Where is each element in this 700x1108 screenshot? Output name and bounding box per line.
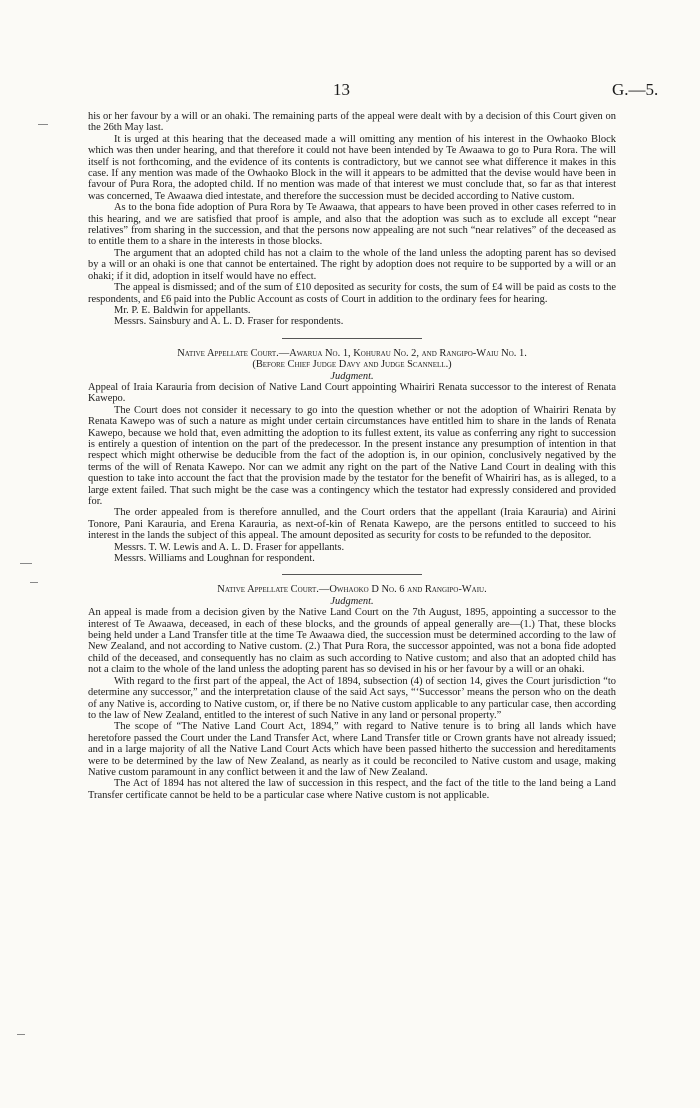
counsel-line: Messrs. Williams and Loughnan for respondent. (114, 553, 315, 565)
body-paragraph: The order appealed from is therefore annulled, and the Court orders that the appellant (Iraia Karauria) and Airini Tonore, Pani Karauria, and Erena Karauria, as next-of-kin of Renata Kawepo, are the persons entitled to succeed to his interest in the lands the subject of this appeal. The amount deposited as security for costs to be refunded to the depositor. (88, 507, 616, 542)
body-paragraph: The scope of “The Native Land Court Act, 1894,” with regard to Native tenure is to bring all lands which have heretofore passed the Court under the Land Transfer Act, where Land Transfer title or Crown grants have not already issued; and in a large majority of all the Native Land Court Acts which have been passed hitherto the succession and hereditaments were to be determined by the law of New Zealand, as nearly as it could be reconciled to Native custom and usage, making Native custom paramount in any conflict between it and the law of New Zealand. (88, 721, 616, 778)
continuation-paragraph: his or her favour by a will or an ohaki. The remaining parts of the appeal were dealt with by a decision of this Court given on the 26th May last. (88, 111, 616, 134)
page-header (0, 80, 700, 100)
margin-mark (20, 563, 32, 564)
body-paragraph: An appeal is made from a decision given by the Native Land Court on the 7th August, 1895, appointing a successor to the interest of Te Awaawa, deceased, in each of these blocks, and the grounds of appeal generally are—(1.) That, these blocks being held under a Land Transfer title at the time Te Awaawa died, the succession must be determined according to the law of New Zealand, and not according to Native custom. (2.) That Pura Rora, the successor appointed, was not a bona fide adopted child of the deceased, and consequently has no claim as such according to Native custom; and also that an adopted child has not a claim to the whole of the land unless the adopting parent has so devised in his or her favour by a will or an ohaki. (88, 607, 616, 676)
section-heading: Native Appellate Court.—Owhaoko D No. 6 and Rangipo-Waiu. (217, 584, 487, 596)
section-heading: Native Appellate Court.—Awarua No. 1, Kohurau No. 2, and Rangipo-Waiu No. 1. (177, 347, 527, 359)
body-paragraph: It is urged at this hearing that the deceased made a will omitting any mention of his interest in the Owhaoko Block which was then under hearing, and that therefore it could not have been intended by Te Awaawa to go to Pura Rora. The will itself is not forthcoming, and the evidence of its contents is contradictory, but we cannot see what difference it makes in this case. If any mention was made of the Owhaoko Block in the will it appears to be admitted that the devise would have been in favour of Pura Rora, the adopted child. If no mention was made of that interest we must conclude that, so far as that interest was concerned, Te Awaawa died intestate, and therefore the succession must be decided according to Native custom. (88, 133, 616, 202)
margin-mark (17, 1034, 25, 1035)
section-divider (282, 574, 422, 575)
body-paragraph: The appeal is dismissed; and of the sum of £10 deposited as security for costs, the sum of £4 will be paid as costs to the respondents, and £6 paid into the Public Account as costs of Court in addition to the ordinary fees for hearing. (88, 282, 616, 305)
judgment-label: Judgment. (330, 595, 374, 607)
margin-mark (38, 124, 48, 125)
document-reference: G.—5. (612, 80, 659, 99)
body-paragraph: The Court does not consider it necessary to go into the question whether or not the adoption of Whairiri Renata by Renata Kawepo was of such a nature as might under certain circumstances have entitled him to share in the lands of Renata Kawepo, because we hold that, even admitting the adoption to its fullest extent, its value as conferring any right to succession is entirely a question of intention on the part of the predecessor. In the present instance any presumption of intention in that respect which might otherwise be deducible from the fact of the adoption is, in our opinion, conclusively negatived by the terms of the will of Renata Kawepo. Nor can we admit any right on the part of the Native Land Court in dealing with this question to take into account the fact that the provision made by the testator for the benefit of Whairiri has, as is alleged, to a large extent failed. That such might be the case was a contingency which the testator had expressly considered and provided for. (88, 404, 616, 507)
page-number: 13 (333, 80, 350, 99)
section-divider (282, 338, 422, 339)
body-paragraph: Appeal of Iraia Karauria from decision of Native Land Court appointing Whairiri Renata successor to the interest of Renata Kawepo. (88, 381, 616, 405)
counsel-line: Messrs. T. W. Lewis and A. L. D. Fraser for appellants. (114, 541, 345, 553)
body-paragraph: With regard to the first part of the appeal, the Act of 1894, subsection (4) of section 14, gives the Court jurisdiction “to determine any successor,” and the interpretation clause of the said Act says, “‘Successor’ means the person who on the death of any Native is, according to Native custom, or, if there be no Native custom applicable to any particular case, then according to the law of New Zealand, entitled to the interest of such Native in any land or personal property.” (88, 675, 616, 721)
margin-mark (30, 582, 38, 583)
judgment-label: Judgment. (330, 370, 374, 382)
section-subheading: (Before Chief Judge Davy and Judge Scannell.) (252, 359, 452, 371)
counsel-line: Mr. P. E. Baldwin for appellants. (114, 304, 251, 316)
body-paragraph: The Act of 1894 has not altered the law of succession in this respect, and the fact of the title to the land being a Land Transfer certificate cannot be held to be a particular case where Native custom is not applicable. (88, 778, 616, 801)
counsel-line: Messrs. Sainsbury and A. L. D. Fraser for respondents. (114, 316, 344, 328)
document-body (88, 111, 616, 801)
body-paragraph: As to the bona fide adoption of Pura Rora by Te Awaawa, that appears to have been proved in other cases referred to in this hearing, and we are satisfied that proof is ample, and also that the adoption was such as to exclude all except “near relatives” from sharing in the succession, and that the persons now appealing are not such “near relatives” of the deceased as to entitle them to a share in the interests in those blocks. (88, 202, 616, 248)
body-paragraph: The argument that an adopted child has not a claim to the whole of the land unless the adopting parent has so devised by a will or an ohaki is one that cannot be entertained. The right by adoption does not require to be supported by a will or an ohaki; if it did, adoption in itself would have no effect. (88, 247, 616, 282)
